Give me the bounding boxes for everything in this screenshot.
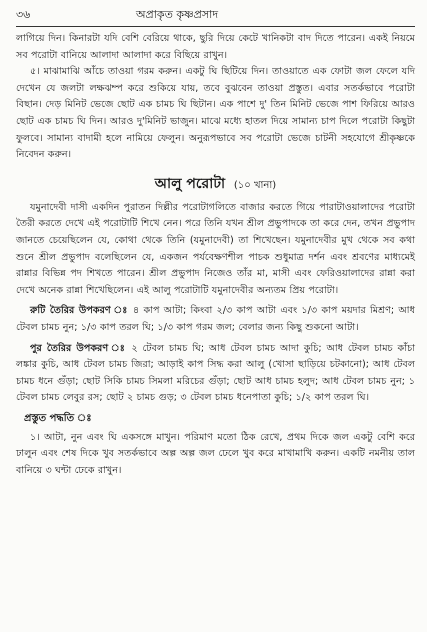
- filling-text: ২ টেবল চামচ ঘি; আধ টেবল চামচ আদা কুচি; আধ টেবল চামচ কাঁচা লঙ্কার কুচি, আধ টেবল চামচ জিরা; আড়াই কাপ সিদ্ধ করা আলু (খোসা ছাড়িয়ে চটকানো); আধ টেবল চামচ ধনে গুঁড়া; ছোট সিকি চামচ সিমলা মরিচের গুঁড়া; ছোট আধ চামচ হলুদ; আধ টেবল চামচ নুন; ১ টেবল চামচ লেবুর রস; ছোট ২ চামচ গুড়; ৩ টেবল চামচ ধনেপাতা কুচি; ১/২ কাপ তরল ঘি।: [16, 342, 415, 404]
- recipe-name: আলু পরোটা: [154, 175, 226, 192]
- dough-label: রুটি তৈরির উপকরণ ঃ: [30, 305, 129, 317]
- recipe-story: যমুনাদেবী দাসী একদিন পুরাতন দিল্লীর পরোটাগলিতে বাজার করতে গিয়ে পারাটাওয়ালাদের পরোটা তৈরী করতে দেখে এই পরোটাটি শিখে নেন। পরে তিনি যখন শ্রীল প্রভুপাদকে তা করে দেন, তখন প্রভুপাদ জানতে চেয়েছিলেন যে, কোথা থেকে তিনি (যমুনাদেবী) তা শিখেছেন। যমুনাদেবীর মুখ থেকে সব কথা শুনে শ্রীল প্রভুপাদ বলেছিলেন যে, একজন পর্যবেক্ষণশীল পাচক শুধুমাত্র দর্শন এবং শ্রবণের মাধ্যমেই রান্নার বিভিন্ন পদ শিখতে পারেন। শ্রীল প্রভুপাদ নিজেও তাঁর মা, মাসী এবং ফেরিওয়ালাদের রান্না করা দেখে অনেক রান্না শিখেছিলেন। এই আলু পরোটাটি যমুনাদেবীর অন্যতম প্রিয় পরোটা।: [16, 201, 415, 296]
- page-header: [16, 6, 415, 27]
- recipe-title: [16, 172, 415, 196]
- method-step-1: ১। আটা, নুন এবং ঘি একসঙ্গে মাখুন। পরিমাণ মতো ঠিক রেখে, প্রথম দিকে জল একটু বেশি করে ঢালুন এবং শেষ দিকে খুব সতর্কভাবে অল্প অল্প জল ঢেলে খুব করে মাখামাখি করুন। একটি নমনীয় তাল বানিয়ে ৩ ঘন্টা ঢেকে রাখুন।: [16, 431, 415, 477]
- running-title: অপ্রাকৃত কৃষ্ণপ্রসাদ: [136, 8, 219, 21]
- filling-ingredients: [16, 341, 415, 407]
- page-number: ৩৬: [16, 8, 31, 21]
- recipe-yield: (১০ খানা): [233, 179, 277, 191]
- dough-ingredients: [16, 303, 415, 336]
- filling-label: পুর তৈরির উপকরণ ঃ: [30, 342, 127, 354]
- paragraph-step-5: ৫। মাঝামাঝি আঁচে তাওয়া গরম করুন। একটু ঘি ছিটিয়ে দিন। তাওয়াতে এক ফোটা জল ফেলে যদি দেখেন যে জলটা লক্ষঝম্প করে শুকিয়ে যায়, তবে বুঝবেন তাওয়া প্রস্তুত। এবার সতর্কভাবে পরোটা বিছান। দেড় মিনিট ভেজে ছোট এক চামচ ঘি ছিটান। এক পাশে দু' তিন মিনিট ভেজে পাশ ফিরিয়ে আরও ছোট এক চামচ ঘি দিন। আরও দু'মিনিট ভাজুন। মাঝে মধ্যে হাতল দিয়ে সামান্য চাপ দিলে পরোটা কিছুটা ফুলবে। সামান্য বাদামী হলে নামিয়ে ফেলুন। অনুরূপভাবে সব পরোটা ভেজে চাটনী সহযোগে শ্রীকৃষ্ণকে নিবেদন করুন।: [16, 66, 415, 161]
- method-heading: প্রস্তুত পদ্ধতি ঃ: [24, 412, 92, 424]
- paragraph-continued: লাগিয়ে দিন। কিনারটা যদি বেশি বেরিয়ে থাকে, ছুরি দিয়ে কেটে খানিকটা বাদ দিতে পারেন। একই নিয়মে সব পরোটা বানিয়ে আলাদা আলাদা করে বিছিয়ে রাখুন।: [16, 33, 415, 61]
- dough-text: ৪ কাপ আটা; কিংবা ২/৩ কাপ আটা এবং ১/৩ কাপ ময়দার মিশ্রণ; আধ টেবল চামচ নুন; ১/৩ কাপ তরল ঘি; ১/৩ কাপ গরম জল; বেলার জন্য কিছু শুকনো আটা।: [16, 305, 415, 333]
